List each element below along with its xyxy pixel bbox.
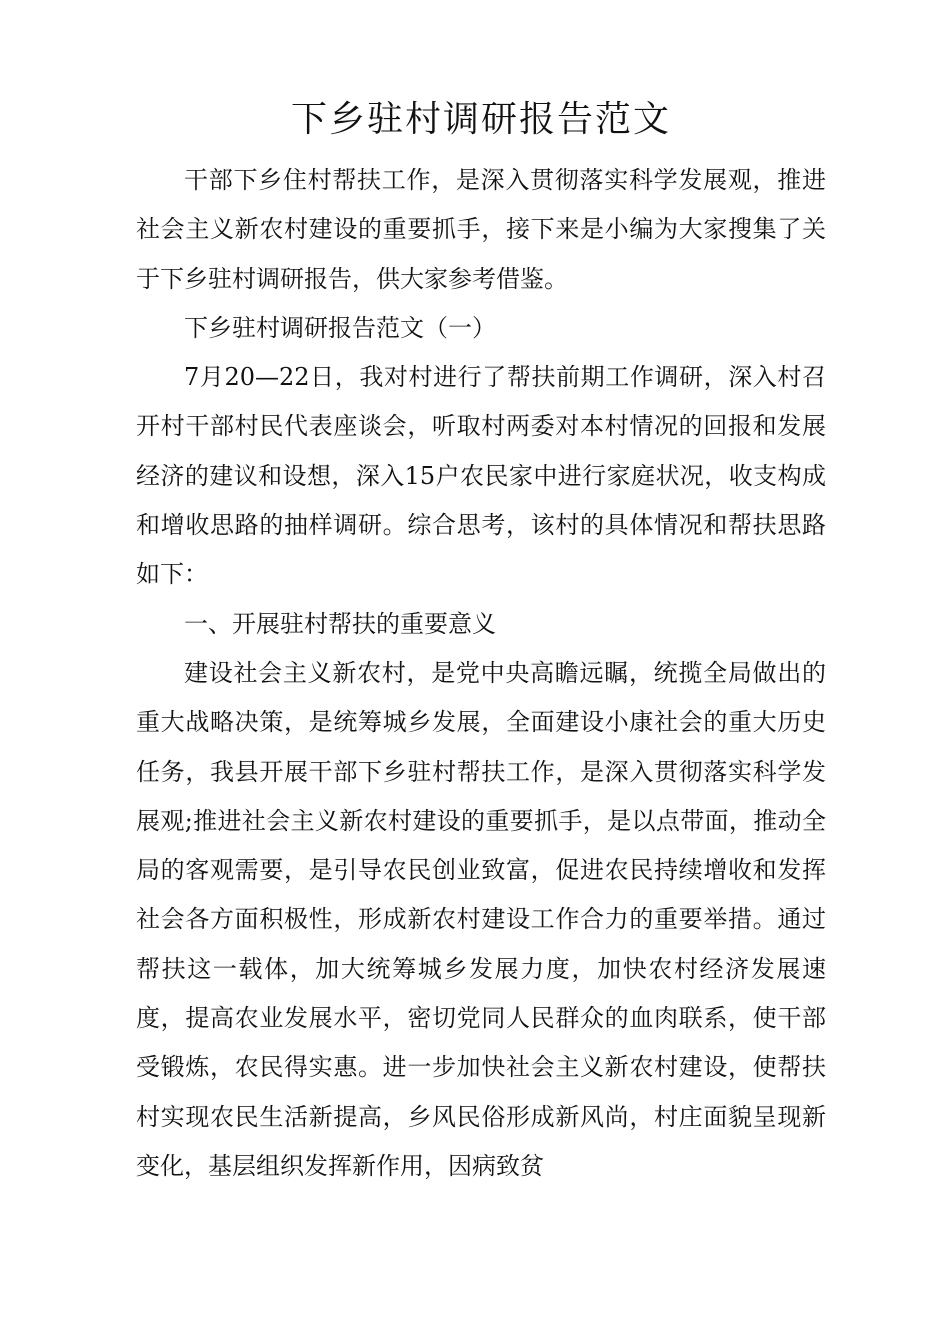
section-heading-significance: 一、开展驻村帮扶的重要意义: [184, 609, 496, 638]
document-page: [136, 88, 826, 1191]
intro-paragraph: 干部下乡住村帮扶工作，是深入贯彻落实科学发展观，推进社会主义新农村建设的重要抓手，接下来是小编为大家搜集了关于下乡驻村调研报告，供大家参考借鉴。: [136, 166, 826, 293]
significance-paragraph: 建设社会主义新农村，是党中央高瞻远瞩，统揽全局做出的重大战略决策，是统筹城乡发展，全面建设小康社会的重大历史任务，我县开展干部下乡驻村帮扶工作，是深入贯彻落实科学发展观;推进社会主义新农村建设的重要抓手，是以点带面，推动全局的客观需要，是引导农民创业致富，促进农民持续增收和发挥社会各方面积极性，形成新农村建设工作合力的重要举措。通过帮扶这一载体，加大统筹城乡发展力度，加快农村经济发展速度，提高农业发展水平，密切党同人民群众的血肉联系，使干部受锻炼，农民得实惠。进一步加快社会主义新农村建设，使帮扶村实现农民生活新提高，乡风民俗形成新风尚，村庄面貌呈现新变化，基层组织发挥新作用，因病致贫: [136, 658, 826, 1180]
document-title: 下乡驻村调研报告范文: [290, 99, 671, 140]
section-heading-sample-one: 下乡驻村调研报告范文（一）: [184, 313, 496, 342]
survey-paragraph: 7月20—22日，我对村进行了帮扶前期工作调研，深入村召开村干部村民代表座谈会，听取村两委对本村情况的回报和发展经济的建议和设想，深入15户农民家中进行家庭状况，收支构成和增收思路的抽样调研。综合思考，该村的具体情况和帮扶思路如下：: [136, 363, 826, 589]
